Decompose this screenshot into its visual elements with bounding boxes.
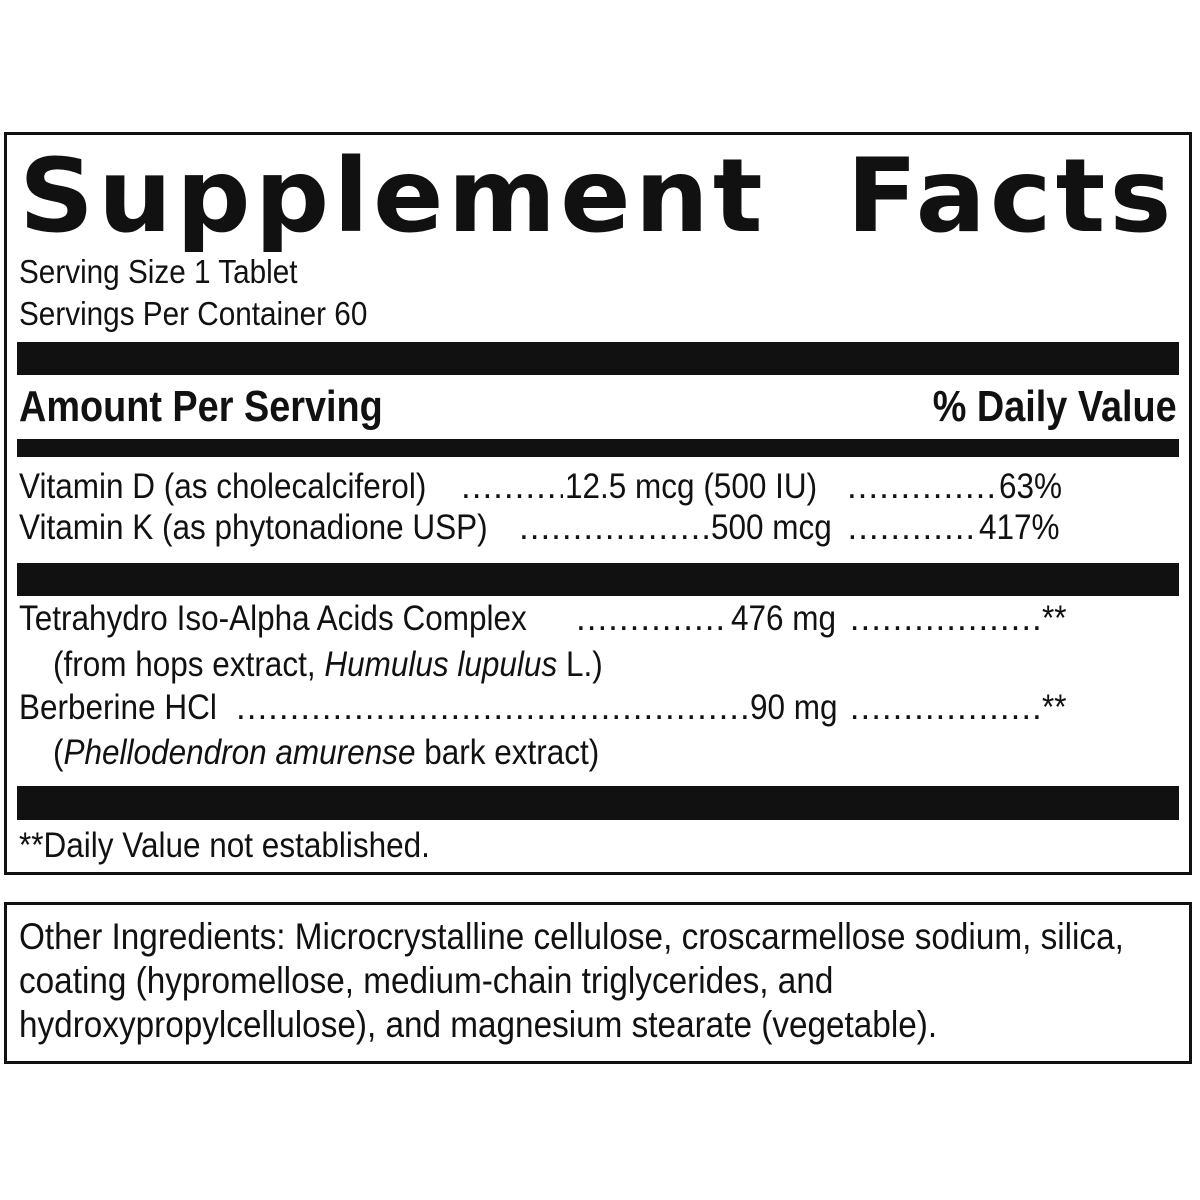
leader-dots [576, 599, 729, 639]
ingredient-dv: ** [1041, 599, 1067, 638]
ingredient-name: Tetrahydro Iso-Alpha Acids Complex [19, 599, 527, 638]
ingredient-source-note [53, 645, 603, 685]
thick-divider [17, 786, 1179, 820]
title-facts: Facts [846, 137, 1175, 256]
ingredient-source-note [53, 733, 599, 773]
other-ingredients-box [4, 902, 1192, 1064]
daily-value-header: % Daily Value [933, 382, 1177, 431]
ingredient-amount: 90 mg [750, 688, 839, 727]
leader-dots [519, 508, 709, 548]
leader-dots [847, 508, 977, 548]
botanical-name: Humulus lupulus [324, 645, 558, 684]
supplement-facts-title [17, 137, 1179, 256]
medium-divider [17, 439, 1179, 457]
note-text: ( [53, 733, 64, 772]
title-supplement: Supplement [19, 137, 767, 256]
note-text: (from hops extract, [53, 645, 325, 684]
leader-dots [236, 688, 748, 728]
note-text: bark extract) [415, 733, 600, 772]
nutrient-row [19, 467, 1069, 507]
nutrient-dv: 63% [998, 467, 1062, 506]
ingredient-name: Berberine HCl [19, 688, 217, 727]
nutrient-name: Vitamin K (as phytonadione USP) [19, 508, 488, 547]
ingredient-dv: ** [1041, 688, 1067, 727]
leader-dots [847, 467, 997, 507]
nutrient-dv: 417% [979, 508, 1061, 547]
nutrient-amount: 500 mcg [711, 508, 833, 547]
ingredient-amount: 476 mg [731, 599, 837, 638]
servings-per-container: Servings Per Container 60 [19, 295, 368, 332]
thick-divider [17, 342, 1179, 375]
supplement-facts-panel [4, 132, 1192, 875]
daily-value-footnote: **Daily Value not established. [19, 826, 430, 865]
nutrient-amount: 12.5 mcg (500 IU) [564, 467, 817, 506]
leader-dots [850, 688, 1040, 728]
nutrient-name: Vitamin D (as cholecalciferol) [19, 467, 427, 506]
note-text: L.) [557, 645, 603, 684]
botanical-name: Phellodendron amurense [63, 733, 416, 772]
ingredient-row [19, 599, 1069, 639]
nutrient-row [19, 508, 1069, 548]
leader-dots [850, 599, 1040, 639]
serving-size: Serving Size 1 Tablet [19, 253, 298, 290]
thick-divider [17, 563, 1179, 596]
leader-dots [461, 467, 563, 507]
other-ingredients-text: Other Ingredients: Microcrystalline cellulose, croscarmellose sodium, silica, coating (hypromellose, medium-chain triglycerides, and hydroxypropylcellulose), and magnesium stearate (vegetable). [19, 916, 1124, 1045]
amount-per-serving-header: Amount Per Serving [19, 382, 383, 431]
ingredient-row [19, 688, 1069, 728]
